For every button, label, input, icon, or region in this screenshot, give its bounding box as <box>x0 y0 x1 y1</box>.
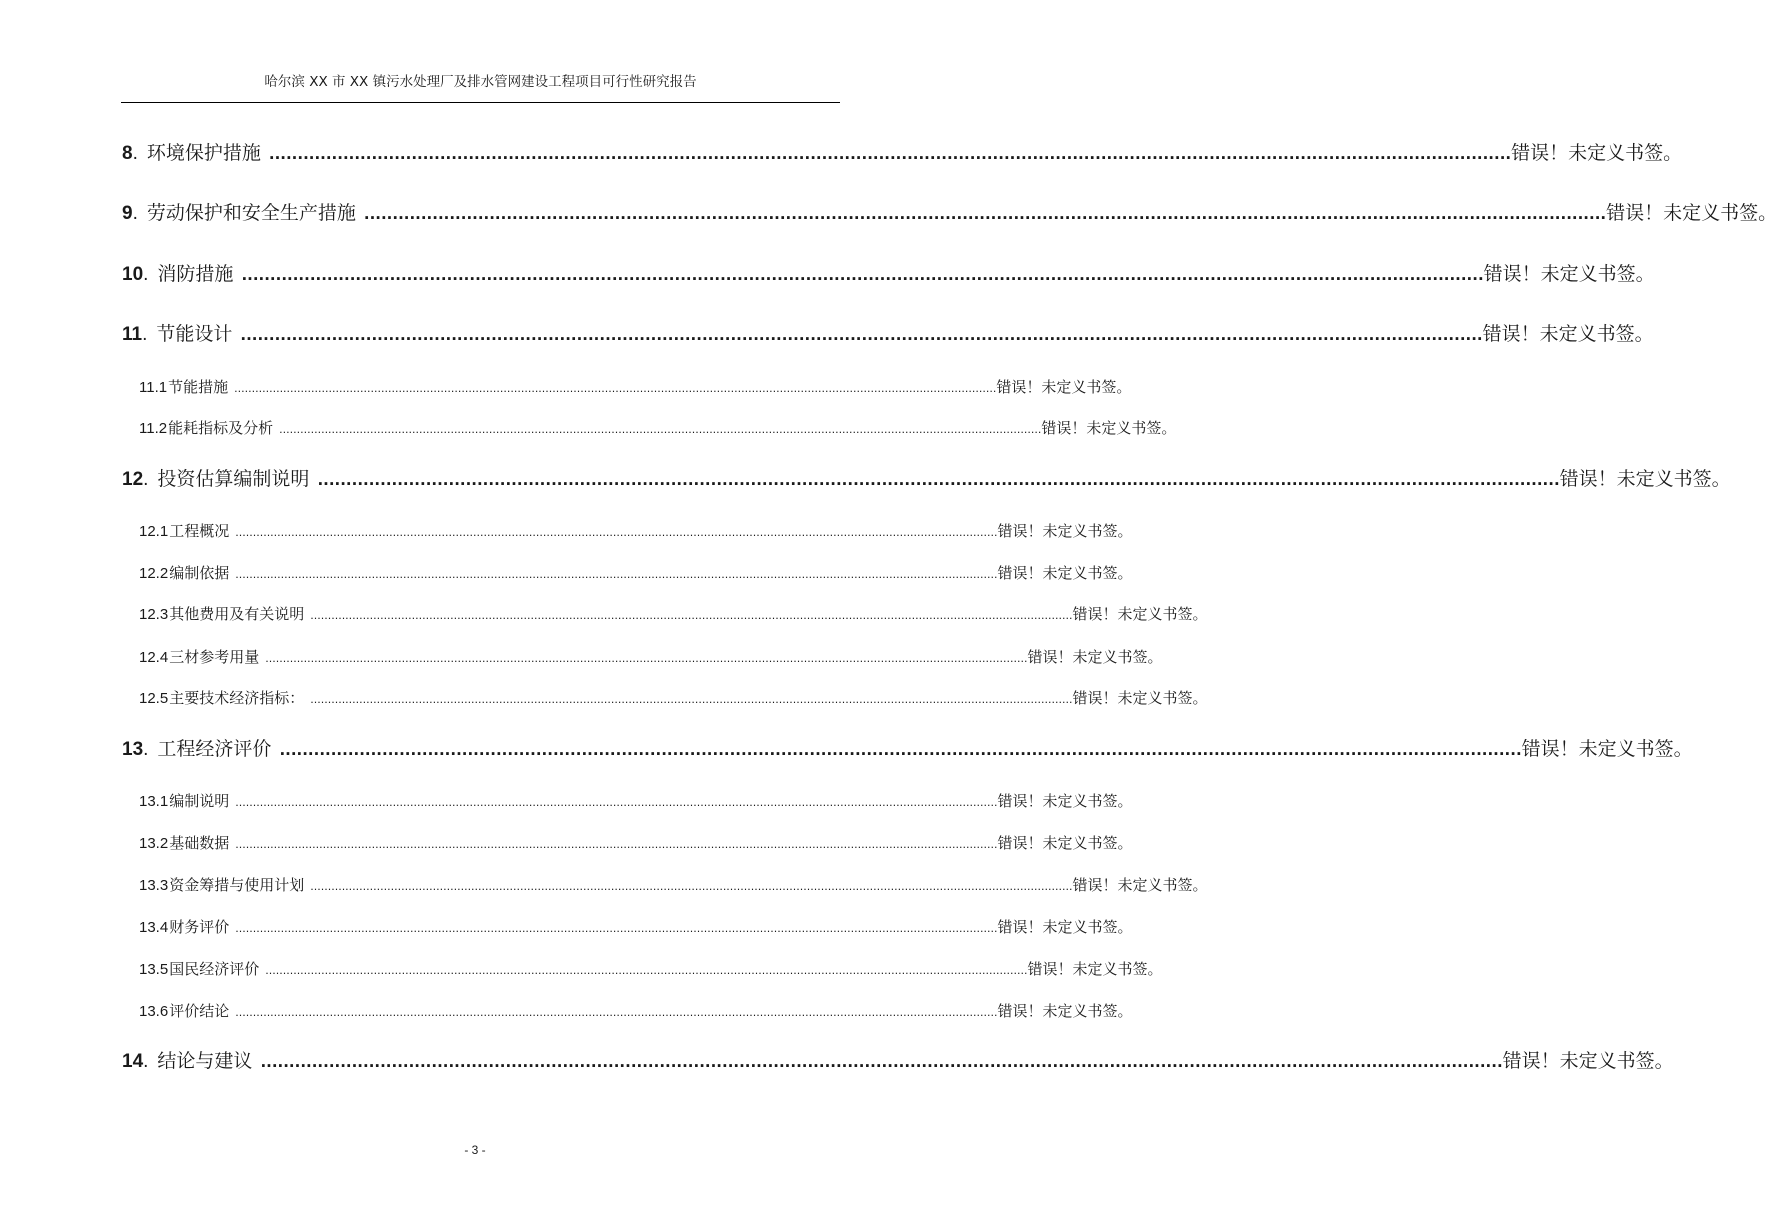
toc-title: 工程概况 <box>169 522 230 540</box>
toc-page-ref: 错误！未定义书签。 <box>996 378 1132 396</box>
toc-leader: .......................................................................................................................................................................................................................... <box>235 796 998 809</box>
toc-title: 编制依据 <box>169 564 230 582</box>
toc-number: 10 <box>122 264 144 285</box>
toc-number-sep: . <box>143 264 149 285</box>
toc-entry-12-2[interactable] <box>139 563 1133 585</box>
toc-number: 13.6 <box>139 1003 169 1020</box>
toc-page-ref: 错误！未定义书签。 <box>1072 689 1208 707</box>
toc-number: 13 <box>122 739 144 760</box>
toc-title: 劳动保护和安全生产措施 <box>146 202 356 224</box>
toc-number-sep: . <box>142 324 148 345</box>
toc-leader: .......................................................................................................................................................................................................................... <box>317 471 1560 489</box>
toc-leader: .......................................................................................................................................................................................................................... <box>235 1006 998 1019</box>
toc-entry-9[interactable] <box>122 201 1777 226</box>
toc-page-ref: 错误！未定义书签。 <box>1559 468 1731 490</box>
toc-leader: .......................................................................................................................................................................................................................... <box>234 382 997 395</box>
toc-entry-13-5[interactable] <box>139 959 1163 981</box>
header-title: 哈尔滨 XX 市 XX 镇污水处理厂及排水管网建设工程项目可行性研究报告 <box>264 74 697 90</box>
toc-title: 财务评价 <box>169 918 230 936</box>
toc-title: 三材参考用量 <box>169 648 260 666</box>
toc-entry-13-6[interactable] <box>139 1001 1133 1023</box>
toc-leader: .......................................................................................................................................................................................................................... <box>363 205 1607 223</box>
toc-title: 工程经济评价 <box>157 738 272 760</box>
toc-number: 12 <box>122 469 144 490</box>
toc-number-sep: . <box>143 739 149 760</box>
toc-title: 环境保护措施 <box>146 142 261 164</box>
toc-page-ref: 错误！未定义书签。 <box>1483 263 1655 285</box>
toc-title: 评价结论 <box>169 1002 230 1020</box>
toc-number: 11.1 <box>139 379 168 396</box>
toc-entry-12-3[interactable] <box>139 604 1208 626</box>
toc-leader: .......................................................................................................................................................................................................................... <box>265 652 1028 665</box>
toc-leader: .......................................................................................................................................................................................................................... <box>235 922 998 935</box>
toc-leader: .......................................................................................................................................................................................................................... <box>260 1053 1503 1071</box>
toc-leader: .......................................................................................................................................................................................................................... <box>235 526 998 539</box>
toc-leader: .......................................................................................................................................................................................................................... <box>310 693 1073 706</box>
toc-title: 国民经济评价 <box>169 960 260 978</box>
toc-number: 11 <box>122 324 143 345</box>
toc-page-ref: 错误！未定义书签。 <box>997 834 1133 852</box>
toc-number: 14 <box>122 1051 144 1072</box>
toc-number-sep: . <box>143 1051 149 1072</box>
toc-page-ref: 错误！未定义书签。 <box>1041 419 1177 437</box>
toc-number: 12.2 <box>139 565 169 582</box>
toc-number-sep: . <box>132 143 138 164</box>
toc-title: 节能设计 <box>156 323 233 345</box>
toc-entry-13-4[interactable] <box>139 917 1133 939</box>
toc-leader: .......................................................................................................................................................................................................................... <box>241 266 1484 284</box>
toc-page-ref: 错误！未定义书签。 <box>1072 605 1208 623</box>
toc-entry-12-4[interactable] <box>139 647 1163 669</box>
toc-title: 主要技术经济指标： <box>169 689 305 707</box>
toc-number: 12.4 <box>139 649 169 666</box>
toc-page-ref: 错误！未定义书签。 <box>1606 202 1777 224</box>
toc-page-ref: 错误！未定义书签。 <box>997 522 1133 540</box>
toc-entry-13-1[interactable] <box>139 791 1133 813</box>
toc-number-sep: . <box>143 469 149 490</box>
toc-title: 其他费用及有关说明 <box>169 605 305 623</box>
toc-entry-11[interactable] <box>122 322 1654 347</box>
toc-number: 12.3 <box>139 606 169 623</box>
toc-page-ref: 错误！未定义书签。 <box>997 918 1133 936</box>
toc-number: 13.2 <box>139 835 169 852</box>
toc-title: 消防措施 <box>157 263 234 285</box>
toc-entry-13-2[interactable] <box>139 833 1133 855</box>
toc-number: 13.5 <box>139 961 169 978</box>
toc-number-sep: . <box>132 203 138 224</box>
toc-leader: .......................................................................................................................................................................................................................... <box>310 880 1073 893</box>
toc-number: 13.3 <box>139 877 169 894</box>
toc-title: 能耗指标及分析 <box>168 419 274 437</box>
toc-title: 投资估算编制说明 <box>157 468 310 490</box>
toc-page-ref: 错误！未定义书签。 <box>997 564 1133 582</box>
toc-title: 结论与建议 <box>157 1050 253 1072</box>
toc-entry-10[interactable] <box>122 262 1655 287</box>
page-header <box>121 0 840 103</box>
page-number: - 3 - <box>464 1143 486 1157</box>
toc-title: 资金筹措与使用计划 <box>169 876 305 894</box>
toc-number: 9 <box>122 203 133 224</box>
toc-entry-11-2[interactable] <box>139 418 1177 440</box>
toc-leader: .......................................................................................................................................................................................................................... <box>268 145 1512 163</box>
toc-entry-8[interactable] <box>122 141 1683 166</box>
toc-leader: .......................................................................................................................................................................................................................... <box>279 423 1042 436</box>
toc-leader: .......................................................................................................................................................................................................................... <box>235 838 998 851</box>
toc-entry-13[interactable] <box>122 737 1693 762</box>
toc-page-ref: 错误！未定义书签。 <box>997 792 1133 810</box>
toc-number: 12.5 <box>139 690 169 707</box>
toc-number: 12.1 <box>139 523 169 540</box>
toc-page-ref: 错误！未定义书签。 <box>1502 1050 1674 1072</box>
toc-entry-12[interactable] <box>122 467 1731 492</box>
toc-page-ref: 错误！未定义书签。 <box>1482 323 1654 345</box>
toc-page-ref: 错误！未定义书签。 <box>1511 142 1683 164</box>
toc-leader: .......................................................................................................................................................................................................................... <box>235 568 998 581</box>
toc-number: 8 <box>122 143 133 164</box>
toc-title: 基础数据 <box>169 834 230 852</box>
toc-entry-12-5[interactable] <box>139 688 1208 710</box>
toc-number: 13.4 <box>139 919 169 936</box>
toc-title: 节能措施 <box>168 378 229 396</box>
toc-page-ref: 错误！未定义书签。 <box>1027 960 1163 978</box>
toc-entry-11-1[interactable] <box>139 377 1132 399</box>
toc-page-ref: 错误！未定义书签。 <box>997 1002 1133 1020</box>
toc-leader: .......................................................................................................................................................................................................................... <box>310 609 1073 622</box>
toc-leader: .......................................................................................................................................................................................................................... <box>265 964 1028 977</box>
toc-entry-14[interactable] <box>122 1049 1674 1074</box>
toc-number: 11.2 <box>139 420 168 437</box>
toc-page-ref: 错误！未定义书签。 <box>1521 738 1693 760</box>
toc-leader: .......................................................................................................................................................................................................................... <box>279 741 1522 759</box>
toc-leader: .......................................................................................................................................................................................................................... <box>240 326 1483 344</box>
toc-entry-13-3[interactable] <box>139 875 1208 897</box>
toc-page-ref: 错误！未定义书签。 <box>1072 876 1208 894</box>
toc-entry-12-1[interactable] <box>139 521 1133 543</box>
toc-page-ref: 错误！未定义书签。 <box>1027 648 1163 666</box>
toc-number: 13.1 <box>139 793 169 810</box>
toc-title: 编制说明 <box>169 792 230 810</box>
